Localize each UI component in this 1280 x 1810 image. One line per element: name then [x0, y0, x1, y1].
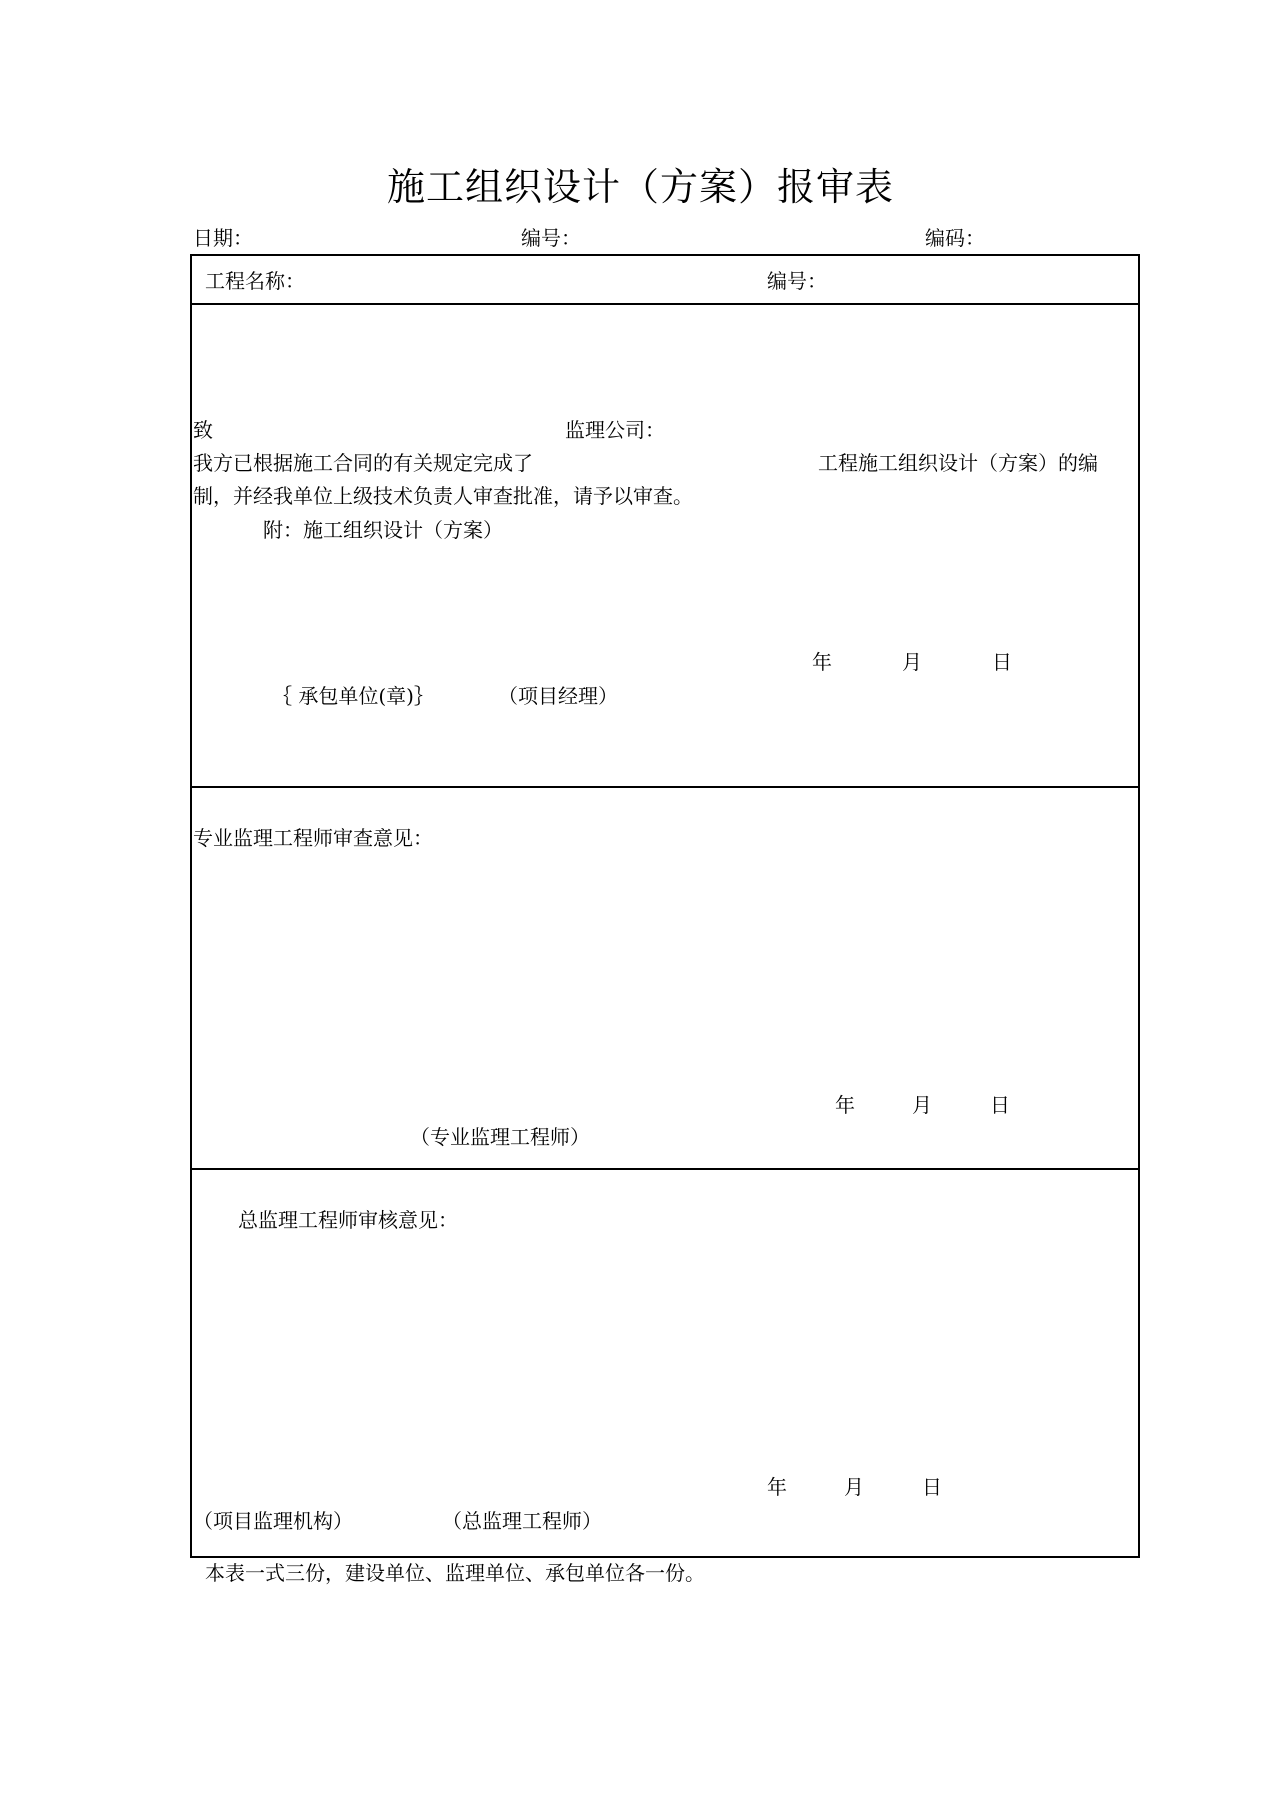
section3-day: 日	[922, 1475, 942, 1499]
supervision-org-label: （项目监理机构）	[193, 1509, 353, 1533]
code-label: 编码：	[925, 226, 985, 250]
specialist-engineer-signature-label: （专业监理工程师）	[410, 1125, 590, 1149]
chief-review-heading: 总监理工程师审核意见：	[238, 1208, 458, 1232]
statement-line2: 制，并经我单位上级技术负责人审查批准，请予以审查。	[193, 484, 693, 508]
number-label: 编号：	[521, 226, 581, 250]
row-divider	[190, 786, 1138, 788]
footnote: 本表一式三份，建设单位、监理单位、承包单位各一份。	[205, 1561, 705, 1585]
statement-line1-left: 我方已根据施工合同的有关规定完成了	[193, 451, 533, 475]
to-prefix: 致	[193, 418, 213, 442]
section1-year: 年	[812, 650, 832, 674]
contractor-seal-label: ｛ 承包单位(章)｝	[272, 684, 434, 708]
section2-year: 年	[835, 1093, 855, 1117]
row-divider	[190, 303, 1138, 305]
section3-month: 月	[844, 1475, 864, 1499]
specialist-review-heading: 专业监理工程师审查意见：	[193, 826, 433, 850]
section2-month: 月	[912, 1093, 932, 1117]
section3-year: 年	[767, 1475, 787, 1499]
project-manager-label: （项目经理）	[498, 684, 618, 708]
project-name-label: 工程名称：	[205, 269, 305, 293]
supervision-company-label: 监理公司：	[565, 418, 665, 442]
row-divider	[190, 1168, 1138, 1170]
attachment-label: 附：施工组织设计（方案）	[263, 518, 503, 542]
form-table	[190, 254, 1140, 1558]
page-title: 施工组织设计（方案）报审表	[387, 165, 895, 209]
statement-line1-right: 工程施工组织设计（方案）的编	[818, 451, 1098, 475]
project-number-label: 编号：	[767, 269, 827, 293]
chief-engineer-signature-label: （总监理工程师）	[442, 1509, 602, 1533]
section2-day: 日	[990, 1093, 1010, 1117]
section1-month: 月	[902, 650, 922, 674]
section1-day: 日	[992, 650, 1012, 674]
date-label: 日期：	[193, 226, 253, 250]
